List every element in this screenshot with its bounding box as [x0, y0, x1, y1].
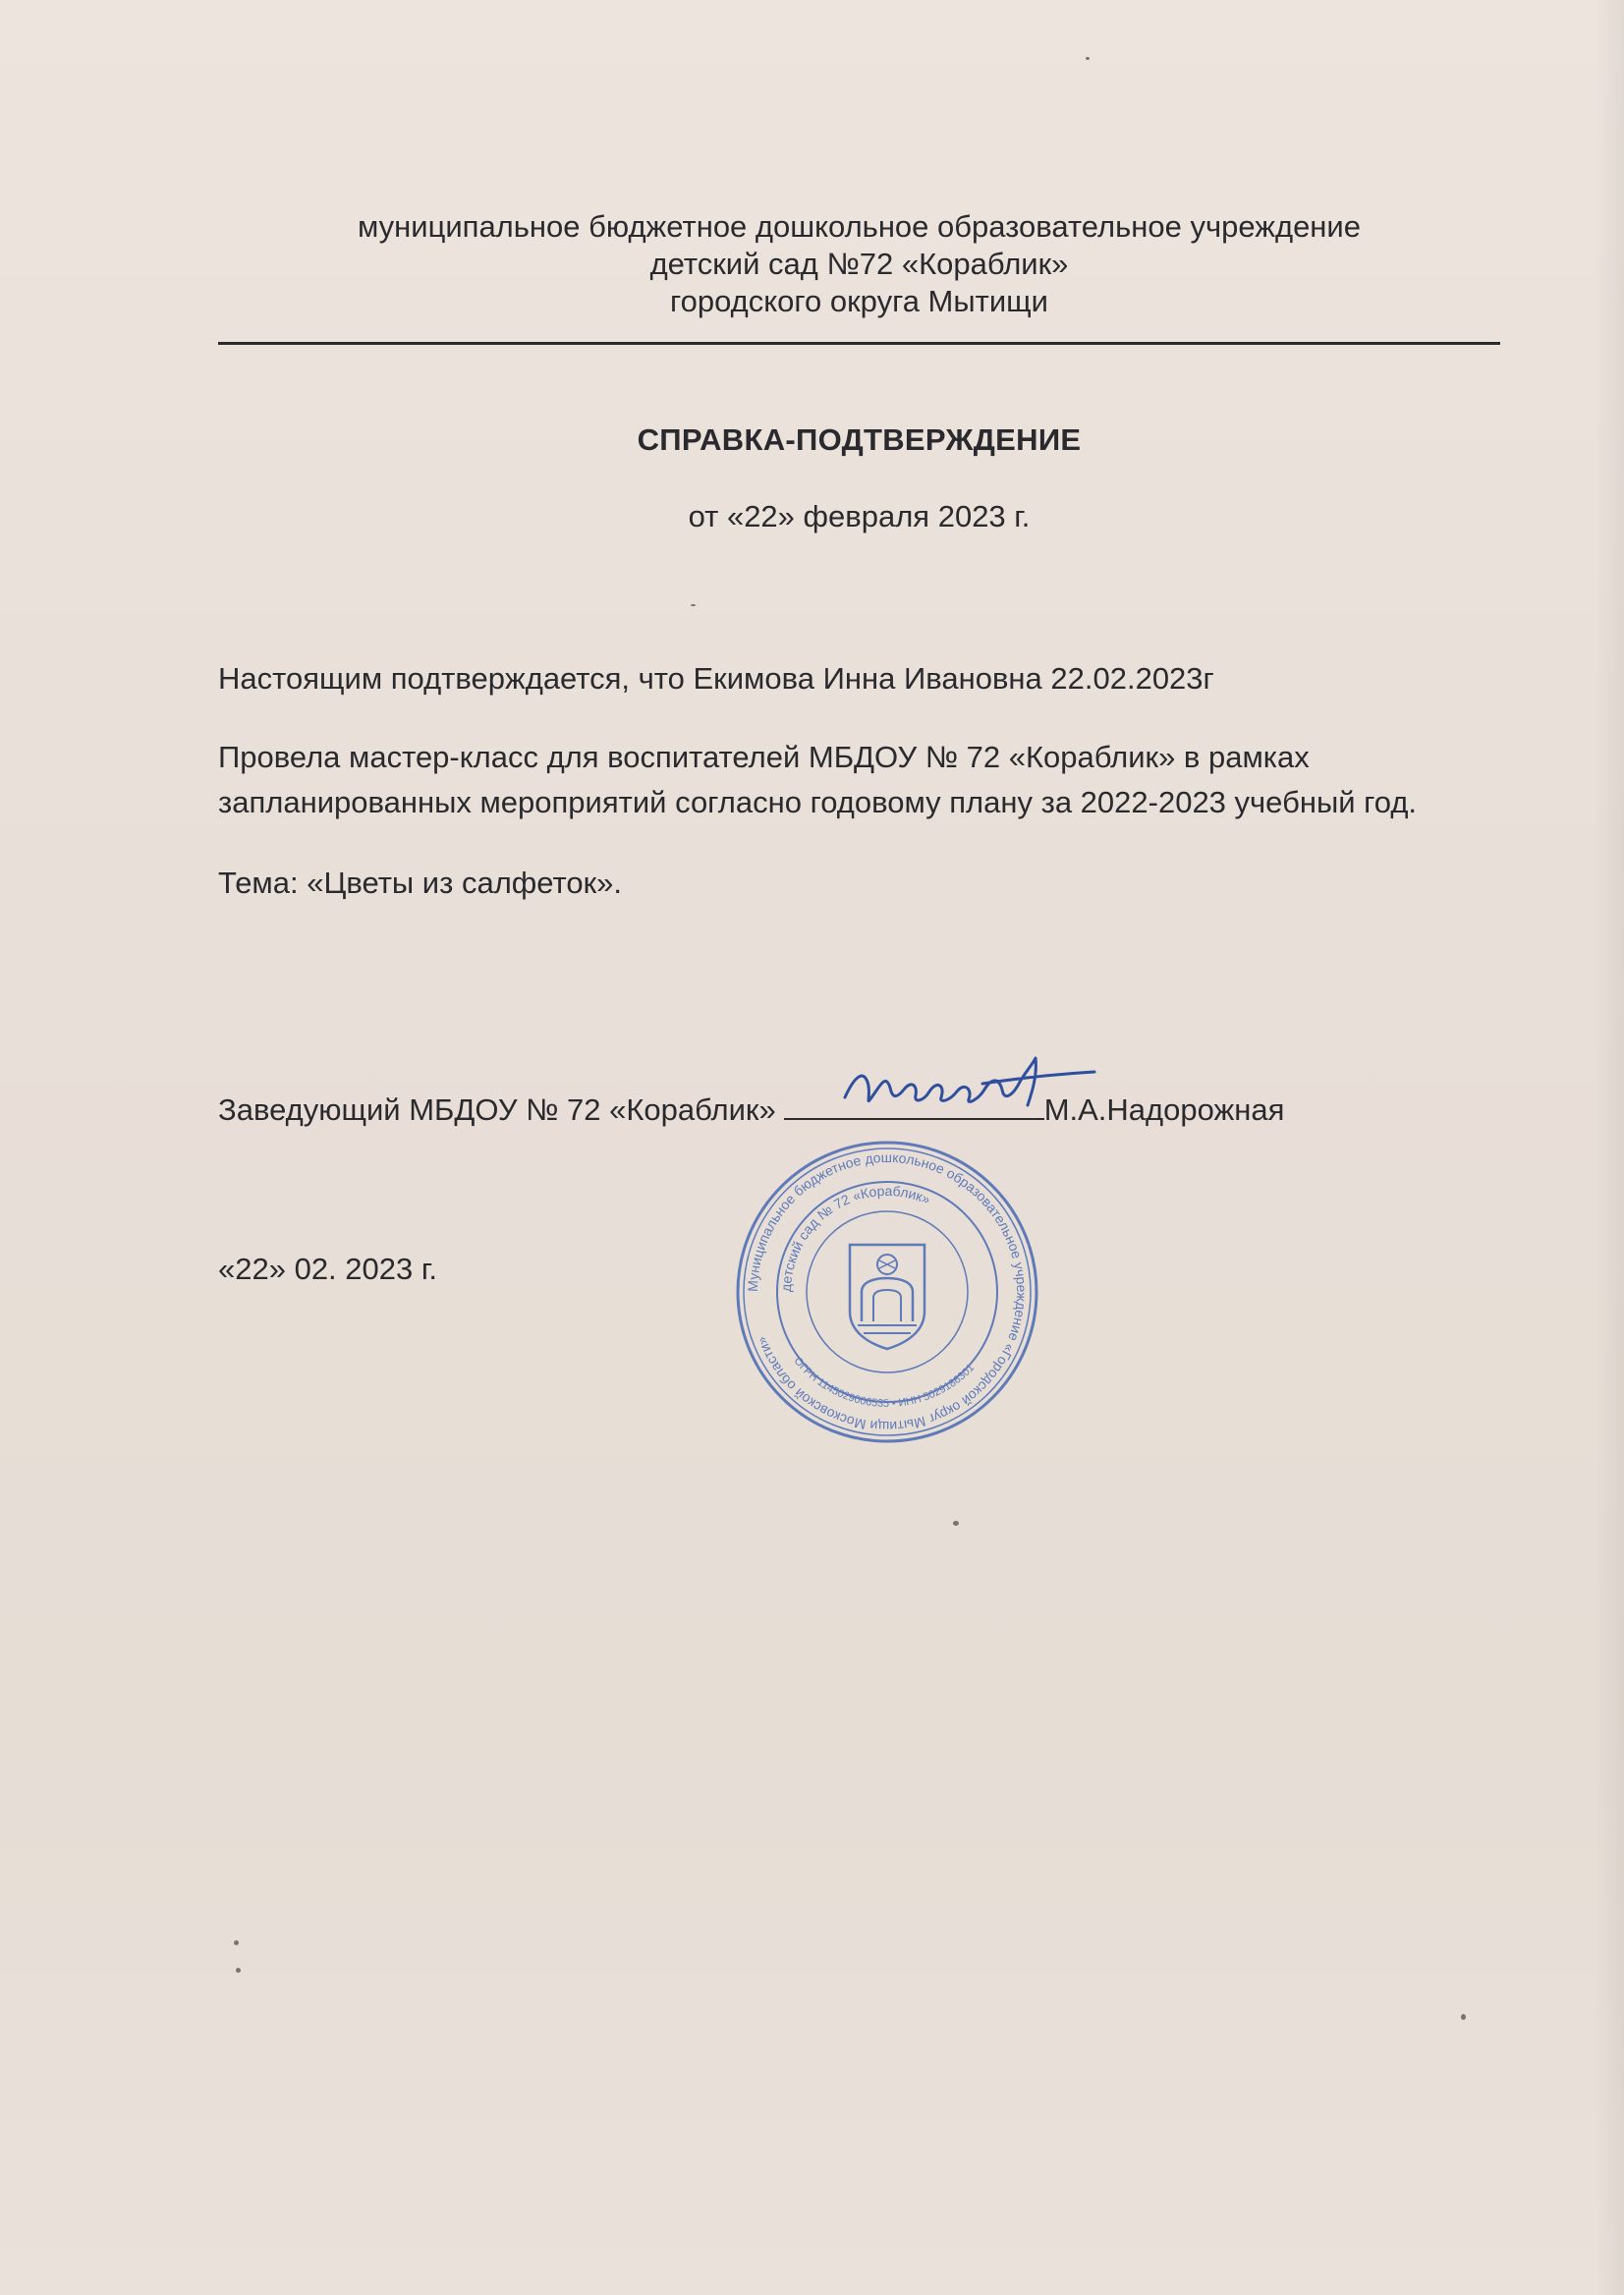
paper-speck	[691, 604, 696, 606]
paper-speck	[1086, 57, 1090, 60]
signer-name: М.А.Надорожная	[1043, 1092, 1285, 1127]
signature-row	[218, 1091, 1284, 1128]
body-paragraph-2: Провела мастер-класс для воспитателей МБДОУ № 72 «Кораблик» в рамках запланированных мероприятий согласно годовому плану за 2022-2023 учебный год.	[218, 740, 1418, 819]
header-line-1: муниципальное бюджетное дошкольное образовательное учреждение	[357, 209, 1361, 244]
stamp-registration-text: ОГРН 1145029006535 • ИНН 5029186301	[791, 1355, 978, 1410]
stamp-emblem-icon	[850, 1245, 924, 1349]
stamp-inner-text: детский сад № 72 «Кораблик»	[777, 1182, 933, 1293]
header-divider	[218, 342, 1500, 345]
signature-date: «22» 02. 2023 г.	[218, 1252, 437, 1286]
stamp-outer-text: Муниципальное бюджетное дошкольное образовательное учреждение «Городской округ Мытищи Московской области»	[744, 1148, 1031, 1435]
paper-speck	[234, 1940, 239, 1945]
body-paragraph-3: Тема: «Цветы из салфеток».	[218, 866, 623, 900]
paper-speck	[953, 1521, 959, 1526]
paper-speck	[236, 1968, 241, 1973]
header-line-2: детский сад №72 «Кораблик»	[649, 247, 1069, 281]
document-title: СПРАВКА-ПОДТВЕРЖДЕНИЕ	[637, 422, 1082, 457]
document-date: от «22» февраля 2023 г.	[688, 499, 1031, 533]
handwritten-signature	[835, 1046, 1100, 1135]
body-paragraph-1: Настоящим подтверждается, что Екимова Инна Ивановна 22.02.2023г	[218, 661, 1214, 696]
signer-position: Заведующий МБДОУ № 72 «Кораблик»	[218, 1092, 776, 1127]
paper-edge-shadow	[1595, 0, 1624, 2295]
institution-header	[218, 208, 1500, 320]
official-round-stamp	[730, 1135, 1044, 1449]
header-line-3: городского округа Мытищи	[669, 284, 1048, 318]
svg-text:детский сад № 72 «Кораблик»	[778, 1183, 933, 1292]
paper-speck	[1461, 2014, 1466, 2020]
